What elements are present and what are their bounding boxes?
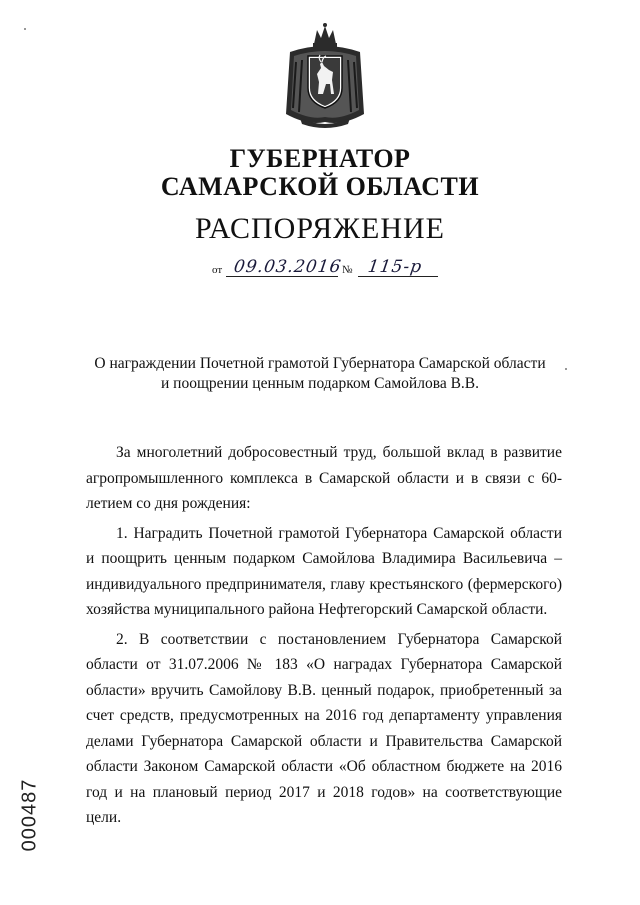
- document-body: [86, 440, 562, 831]
- subject-line1: О награждении Почетной грамотой Губернатора Самарской области: [94, 355, 546, 372]
- number-sign: №: [342, 264, 353, 276]
- margin-registration-number: 000487: [18, 778, 41, 852]
- date-number-line: [212, 254, 442, 278]
- coat-of-arms-icon: [282, 22, 368, 132]
- paragraph-item-2: 2. В соответствии с постановлением Губернатора Самарской области от 31.07.2006 № 183 «О наградах Губернатора Самарской области» вручить Самойлову В.В. ценный подарок, приобретенный за счет средств, предусмотренных на 2016 год департаменту управления делами Губернатора Самарской области и Правительства Самарской области Законом Самарской области «Об областном бюджете на 2016 год и на плановый период 2017 и 2018 годов» на соответствующие цели.: [86, 630, 562, 826]
- date-prefix: от: [212, 264, 223, 276]
- header-title-line1: ГУБЕРНАТОР: [229, 144, 411, 173]
- handwritten-number: 115-р: [366, 257, 424, 277]
- scan-speck: [24, 28, 26, 30]
- paragraph-preamble: За многолетний добросовестный труд, большой вклад в развитие агропромышленного комплекса в Самарской области и в связи с 60-летием со дня рождения:: [86, 444, 562, 512]
- scan-speck: [565, 368, 567, 370]
- document-subject: [0, 354, 640, 394]
- header-title-line2: САМАРСКОЙ ОБЛАСТИ: [160, 172, 480, 201]
- document-type: РАСПОРЯЖЕНИЕ: [194, 212, 446, 245]
- subject-line2: и поощрении ценным подарком Самойлова В.В.: [161, 375, 479, 392]
- handwritten-date: 09.03.2016: [232, 257, 343, 277]
- paragraph-item-1: 1. Наградить Почетной грамотой Губернатора Самарской области и поощрить ценным подарком Самойлова Владимира Васильевича – индивидуального предпринимателя, главу крестьянского (фермерского) хозяйства муниципального района Нефтегорский Самарской области.: [86, 524, 562, 618]
